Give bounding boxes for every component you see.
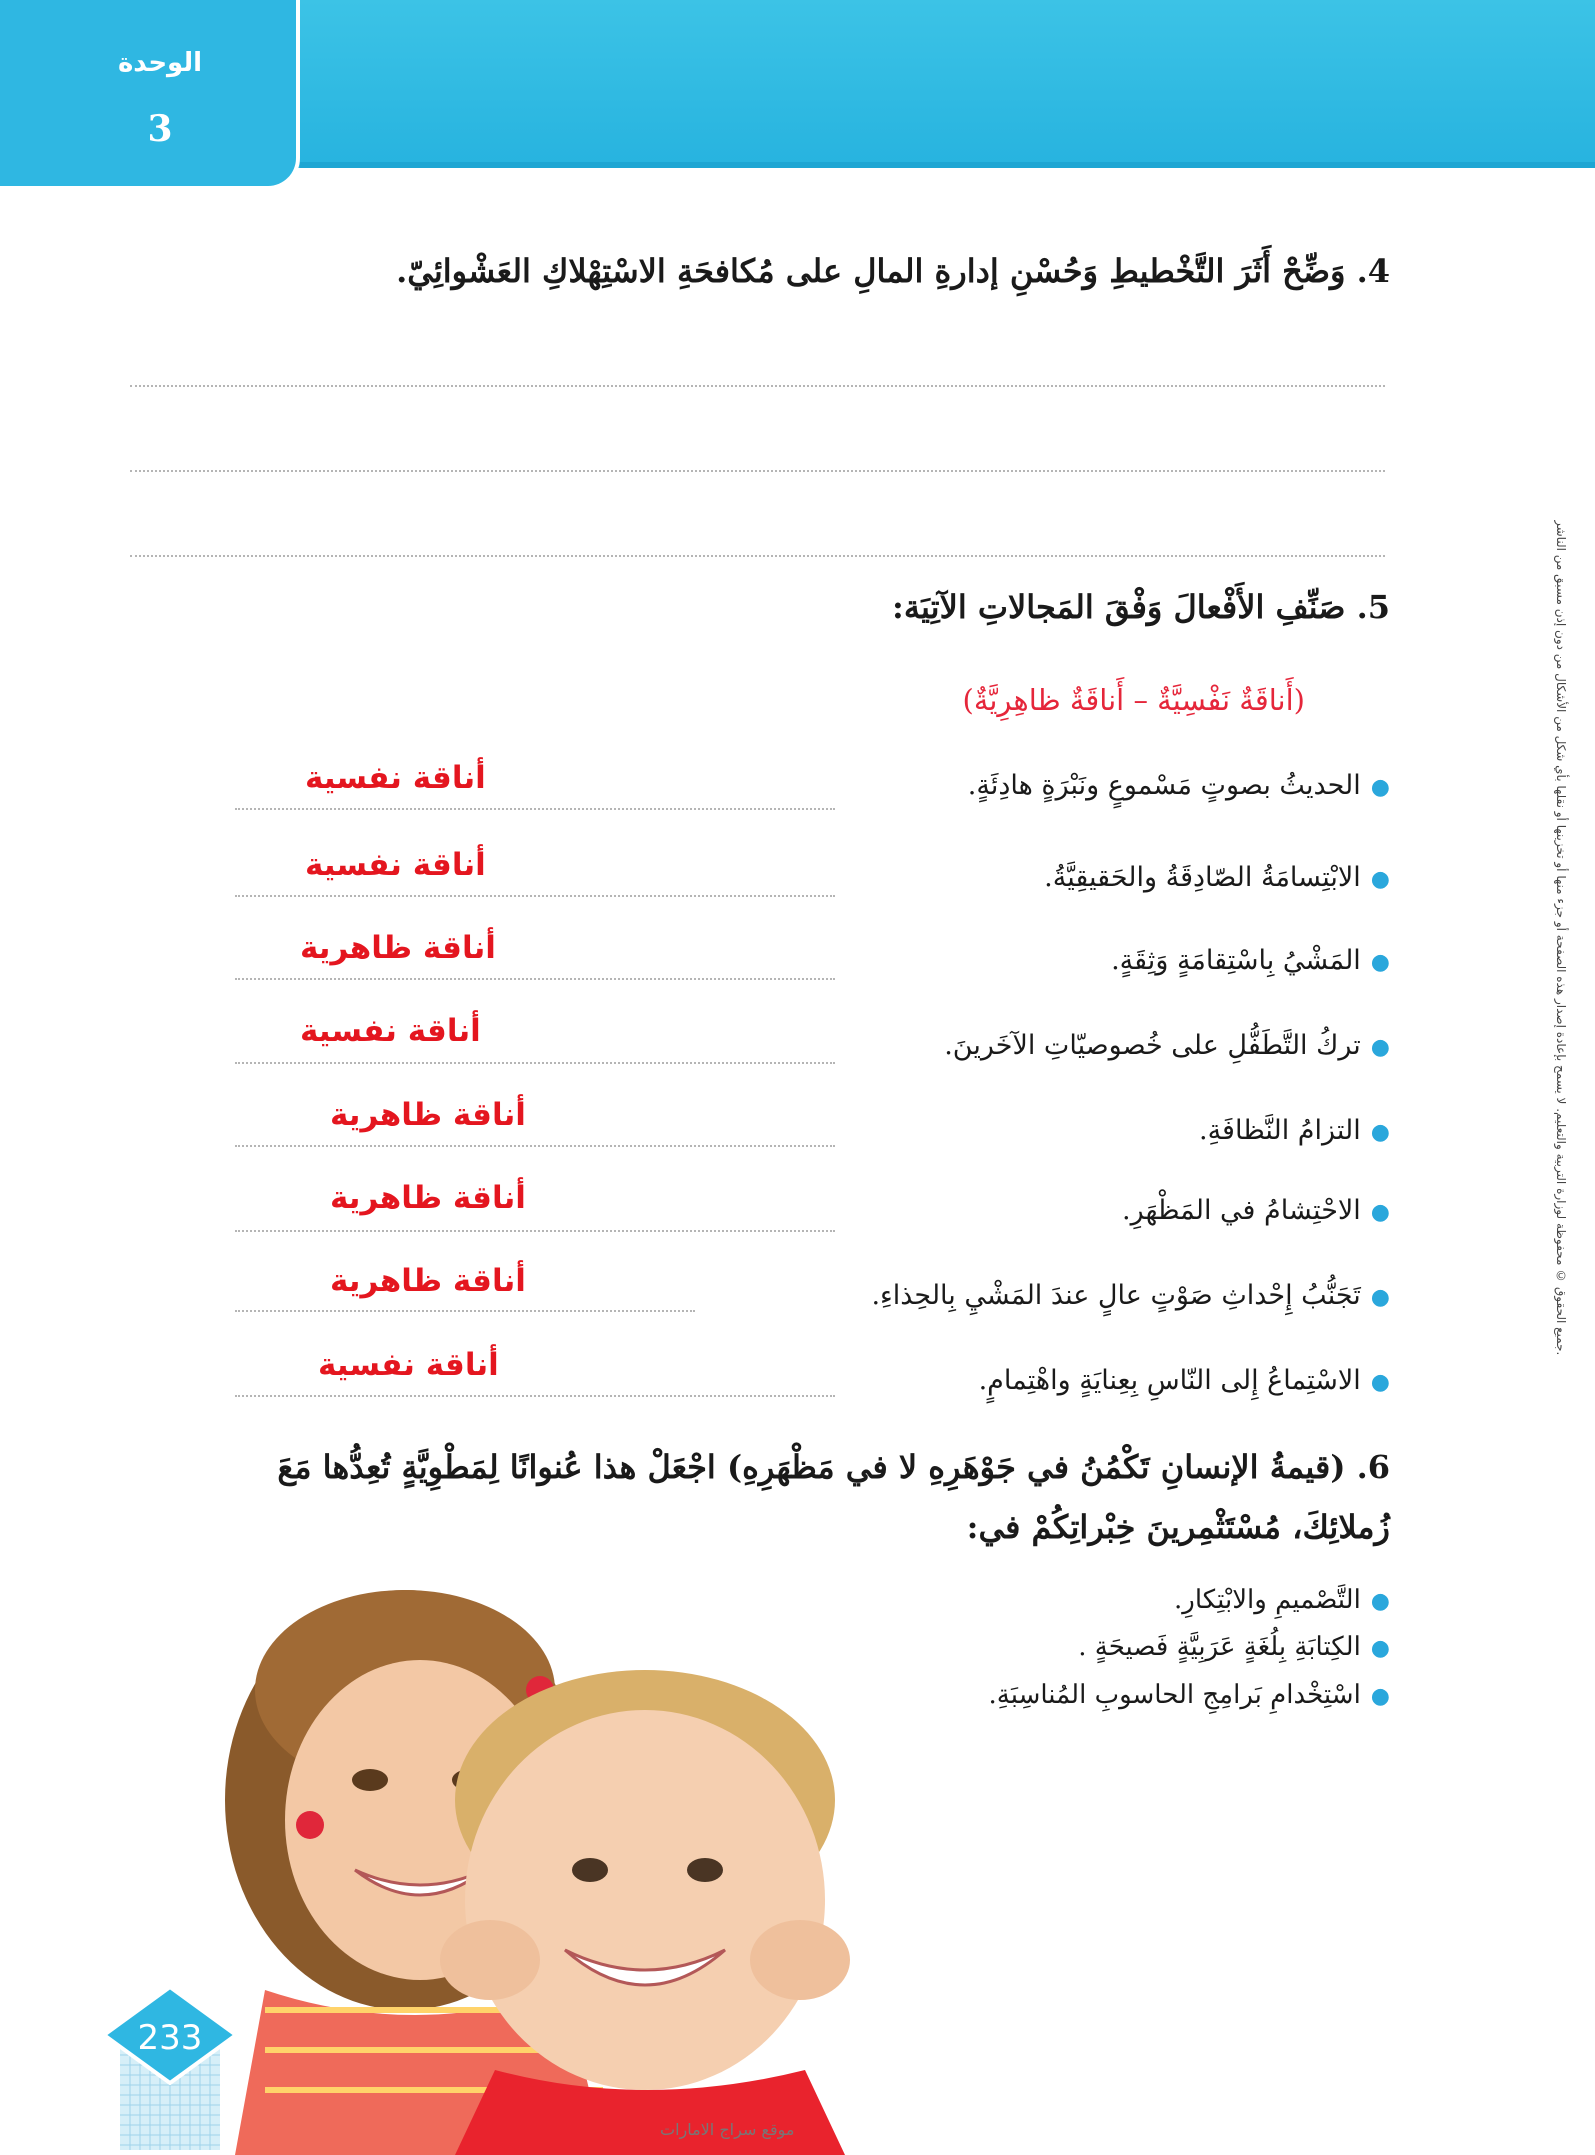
- answer-text: أناقة ظاهرية: [330, 1180, 526, 1216]
- bullet-icon: ●: [1370, 867, 1390, 892]
- answer-line[interactable]: [235, 1230, 835, 1232]
- answer-line[interactable]: [235, 895, 835, 897]
- unit-label: الوحدة: [117, 48, 203, 78]
- bullet-icon: ●: [1370, 1120, 1390, 1145]
- answer-line[interactable]: [130, 555, 1385, 557]
- unit-number: 3: [147, 108, 173, 150]
- answer-text: أناقة ظاهرية: [330, 1097, 526, 1133]
- copyright-side-note: جميع الحقوق © محفوظة لوزارة التربية والتعليم. لا يسمح بإعادة إصدار هذه الصفحة أو جزء منها أو تخزينها أو نقلها بأي شكل من الأشكال من دون إذن مسبق من الناشر.: [1554, 520, 1568, 1356]
- page-badge: [100, 1985, 240, 2150]
- bullet-icon: ●: [1370, 1636, 1390, 1661]
- bullet-icon: ●: [1370, 1684, 1390, 1709]
- answer-text: أناقة ظاهرية: [330, 1263, 526, 1299]
- list-item: ●تَجَنُّبُ إِحْداثِ صَوْتٍ عالٍ عندَ المَشْيِ بِالحِذاءِ.: [871, 1280, 1390, 1311]
- list-item: ●الابْتِسامَةُ الصّادِقَةُ والحَقيقِيَّةُ.: [1044, 862, 1390, 893]
- answer-line[interactable]: [235, 1395, 835, 1397]
- list-item: ●التزامُ النَّظافَةِ.: [1199, 1115, 1390, 1146]
- question-6-text: (قيمةُ الإنسانِ تَكْمُنُ في جَوْهَرِهِ لا في مَظْهَرِهِ) اجْعَلْ هذا عُنوانًا لِمَطْوِيَّةٍ تُعِدُّها مَعَ: [277, 1448, 1346, 1486]
- bullet-icon: ●: [1370, 775, 1390, 800]
- bullet-icon: ●: [1370, 1370, 1390, 1395]
- answer-text: أناقة نفسية: [300, 1013, 481, 1049]
- question-6-line2: زُملائِكَ، مُسْتَثْمِرينَ خِبْراتِكُمْ في:: [966, 1508, 1390, 1546]
- answer-text: أناقة نفسية: [318, 1347, 499, 1383]
- answer-line[interactable]: [235, 1310, 695, 1312]
- list-item: ●الاحْتِشامُ في المَظْهَرِ.: [1122, 1195, 1390, 1226]
- list-item: ●الاسْتِماعُ إِلى النّاسِ بِعِنايَةٍ واهْتِمامٍ.: [978, 1365, 1390, 1396]
- answer-line[interactable]: [130, 385, 1385, 387]
- list-item: ●الكِتابَةِ بِلُغَةٍ عَرَبِيَّةٍ فَصيحَةٍ .: [1078, 1632, 1390, 1662]
- list-item: ●اسْتِخْدامِ بَرامِجِ الحاسوبِ المُناسِبَةِ.: [988, 1680, 1390, 1710]
- question-4-number: 4.: [1356, 252, 1390, 290]
- list-item: ●التَّصْميمِ والابْتِكارِ.: [1174, 1585, 1390, 1615]
- categories-label: (أَناقَةٌ نَفْسِيَّةٌ – أَناقَةٌ ظاهِرِيَّةٌ): [962, 683, 1305, 717]
- question-6: [277, 1448, 1390, 1486]
- bullet-icon: ●: [1370, 1035, 1390, 1060]
- bullet-icon: ●: [1370, 1589, 1390, 1614]
- question-4-text: وَضِّحْ أَثَرَ التَّخْطيطِ وَحُسْنِ إدارةِ المالِ على مُكافحَةِ الاسْتِهْلاكِ العَشْوائِيّ.: [396, 252, 1346, 290]
- question-5-text: صَنِّفِ الأَفْعالَ وَفْقَ المَجالاتِ الآتِيَة:: [892, 588, 1346, 626]
- children-photo: [205, 1570, 925, 2155]
- list-item: ●الحديثُ بصوتٍ مَسْموعٍ ونَبْرَةٍ هادِئَةٍ.: [967, 770, 1390, 801]
- answer-text: أناقة ظاهرية: [300, 930, 496, 966]
- question-5-number: 5.: [1356, 588, 1390, 626]
- question-4: [396, 252, 1390, 290]
- bullet-icon: ●: [1370, 950, 1390, 975]
- answer-text: أناقة نفسية: [305, 760, 486, 796]
- list-item: ●تركُ التَّطَفُّلِ على خُصوصيّاتِ الآخَرينَ.: [944, 1030, 1390, 1061]
- question-6-number: 6.: [1356, 1448, 1390, 1486]
- unit-tab: [0, 0, 300, 190]
- footer-site: موقع سراج الامارات: [660, 2120, 795, 2139]
- bullet-icon: ●: [1370, 1200, 1390, 1225]
- answer-text: أناقة نفسية: [305, 847, 486, 883]
- bullet-icon: ●: [1370, 1285, 1390, 1310]
- answer-line[interactable]: [235, 978, 835, 980]
- list-item: ●المَشْيُ بِاسْتِقامَةٍ وَثِقَةٍ.: [1111, 945, 1390, 976]
- page-number: 233: [137, 2018, 203, 2058]
- question-5: [892, 588, 1390, 626]
- answer-line[interactable]: [235, 808, 835, 810]
- answer-line[interactable]: [130, 470, 1385, 472]
- answer-line[interactable]: [235, 1062, 835, 1064]
- answer-line[interactable]: [235, 1145, 835, 1147]
